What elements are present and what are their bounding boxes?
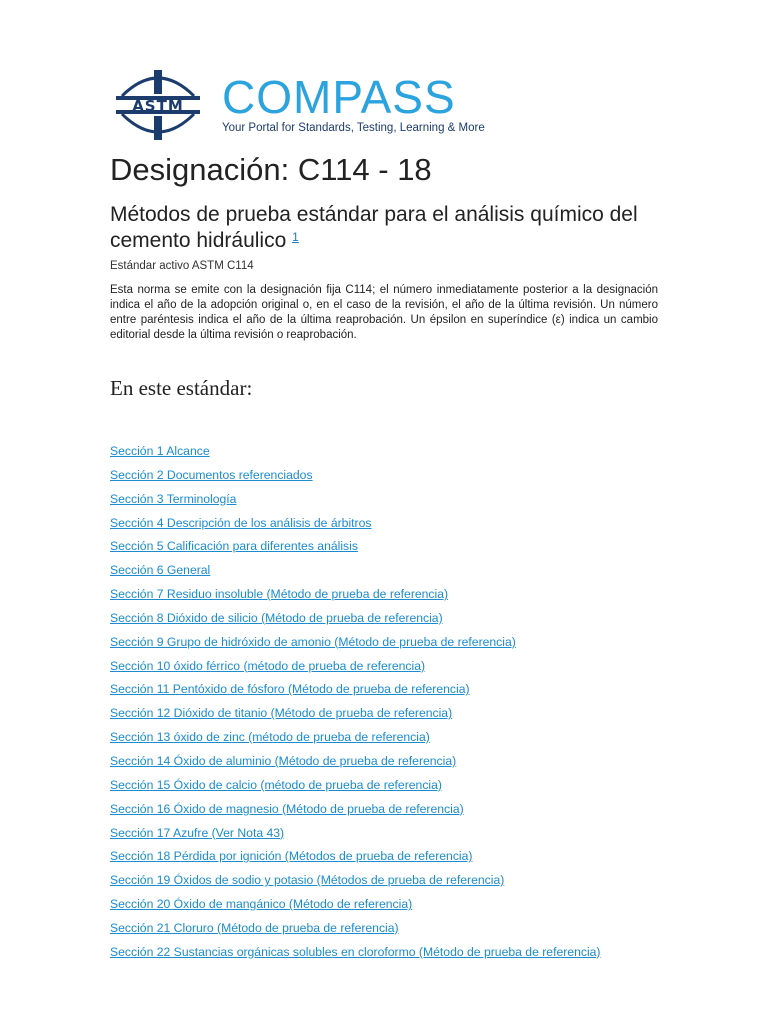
section-link-list: [110, 442, 601, 967]
section-list-item: [110, 585, 601, 609]
section-link[interactable]: Sección 11 Pentóxido de fósforo (Método de prueba de referencia): [110, 682, 470, 697]
compass-brand: [222, 71, 485, 134]
section-list-item: [110, 824, 601, 848]
section-link[interactable]: Sección 16 Óxido de magnesio (Método de prueba de referencia): [110, 801, 464, 816]
section-link[interactable]: Sección 5 Calificación para diferentes análisis: [110, 539, 358, 554]
section-link[interactable]: Sección 21 Cloruro (Método de prueba de referencia): [110, 920, 399, 935]
section-list-item: [110, 776, 601, 800]
section-list-item: [110, 752, 601, 776]
section-list-item: [110, 442, 601, 466]
section-list-item: [110, 490, 601, 514]
section-list-item: [110, 895, 601, 919]
section-list-item: [110, 943, 601, 967]
section-link[interactable]: Sección 4 Descripción de los análisis de árbitros: [110, 515, 372, 530]
section-link[interactable]: Sección 14 Óxido de aluminio (Método de prueba de referencia): [110, 753, 457, 768]
section-list-item: [110, 657, 601, 681]
compass-tagline: Your Portal for Standards, Testing, Learning & More: [222, 122, 485, 134]
section-link[interactable]: Sección 19 Óxidos de sodio y potasio (Métodos de prueba de referencia): [110, 873, 505, 888]
astm-compass-logo: [108, 66, 485, 142]
active-standard-label: Estándar activo ASTM C114: [110, 260, 254, 272]
section-link[interactable]: Sección 7 Residuo insoluble (Método de prueba de referencia): [110, 587, 449, 602]
section-link[interactable]: Sección 9 Grupo de hidróxido de amonio (Método de prueba de referencia): [110, 634, 516, 649]
section-list-item: [110, 514, 601, 538]
section-list-item: [110, 871, 601, 895]
seal-text: ASTM: [132, 97, 184, 115]
section-list-item: [110, 609, 601, 633]
section-link[interactable]: Sección 18 Pérdida por ignición (Métodos de prueba de referencia): [110, 849, 473, 864]
section-list-item: [110, 466, 601, 490]
section-list-item: [110, 847, 601, 871]
section-link[interactable]: Sección 22 Sustancias orgánicas solubles en cloroformo (Método de prueba de referencia): [110, 944, 601, 959]
section-link[interactable]: Sección 1 Alcance: [110, 444, 210, 458]
designation-notice: Esta norma se emite con la designación fija C114; el número inmediatamente posterior a la designación indica el año de la adopción original o, en el caso de la revisión, el año de la última revisión. Un número entre paréntesis indica el año de la última reaprobación. Un épsilon en superíndice (ε) indica un cambio editorial desde la última revisión o reaprobación.: [110, 284, 658, 341]
title-footnote-link[interactable]: 1: [292, 230, 299, 244]
document-title: [110, 202, 662, 254]
section-list-item: [110, 680, 601, 704]
section-list-item: [110, 800, 601, 824]
section-link[interactable]: Sección 15 Óxido de calcio (método de prueba de referencia): [110, 777, 442, 792]
compass-wordmark: COMPASS: [222, 71, 456, 123]
section-list-item: [110, 919, 601, 943]
section-link[interactable]: Sección 6 General: [110, 563, 211, 578]
section-list-item: [110, 704, 601, 728]
section-link[interactable]: Sección 20 Óxido de mangánico (Método de referencia): [110, 897, 413, 912]
section-list-item: [110, 728, 601, 752]
document-title-text: Métodos de prueba estándar para el análisis químico del cemento hidráulico: [110, 203, 638, 252]
designation-heading: Designación: C114 - 18: [110, 152, 432, 187]
section-link[interactable]: Sección 17 Azufre (Ver Nota 43): [110, 825, 285, 840]
section-link[interactable]: Sección 3 Terminología: [110, 491, 237, 506]
in-this-standard-heading: En este estándar:: [110, 376, 253, 400]
section-link[interactable]: Sección 10 óxido férrico (método de prueba de referencia): [110, 658, 426, 673]
section-link[interactable]: Sección 12 Dióxido de titanio (Método de prueba de referencia): [110, 706, 453, 721]
section-link[interactable]: Sección 13 óxido de zinc (método de prueba de referencia): [110, 730, 430, 745]
section-list-item: [110, 561, 601, 585]
astm-seal-logo: [108, 66, 208, 142]
section-link[interactable]: Sección 8 Dióxido de silicio (Método de prueba de referencia): [110, 610, 443, 625]
section-list-item: [110, 537, 601, 561]
section-list-item: [110, 633, 601, 657]
section-link[interactable]: Sección 2 Documentos referenciados: [110, 467, 313, 482]
